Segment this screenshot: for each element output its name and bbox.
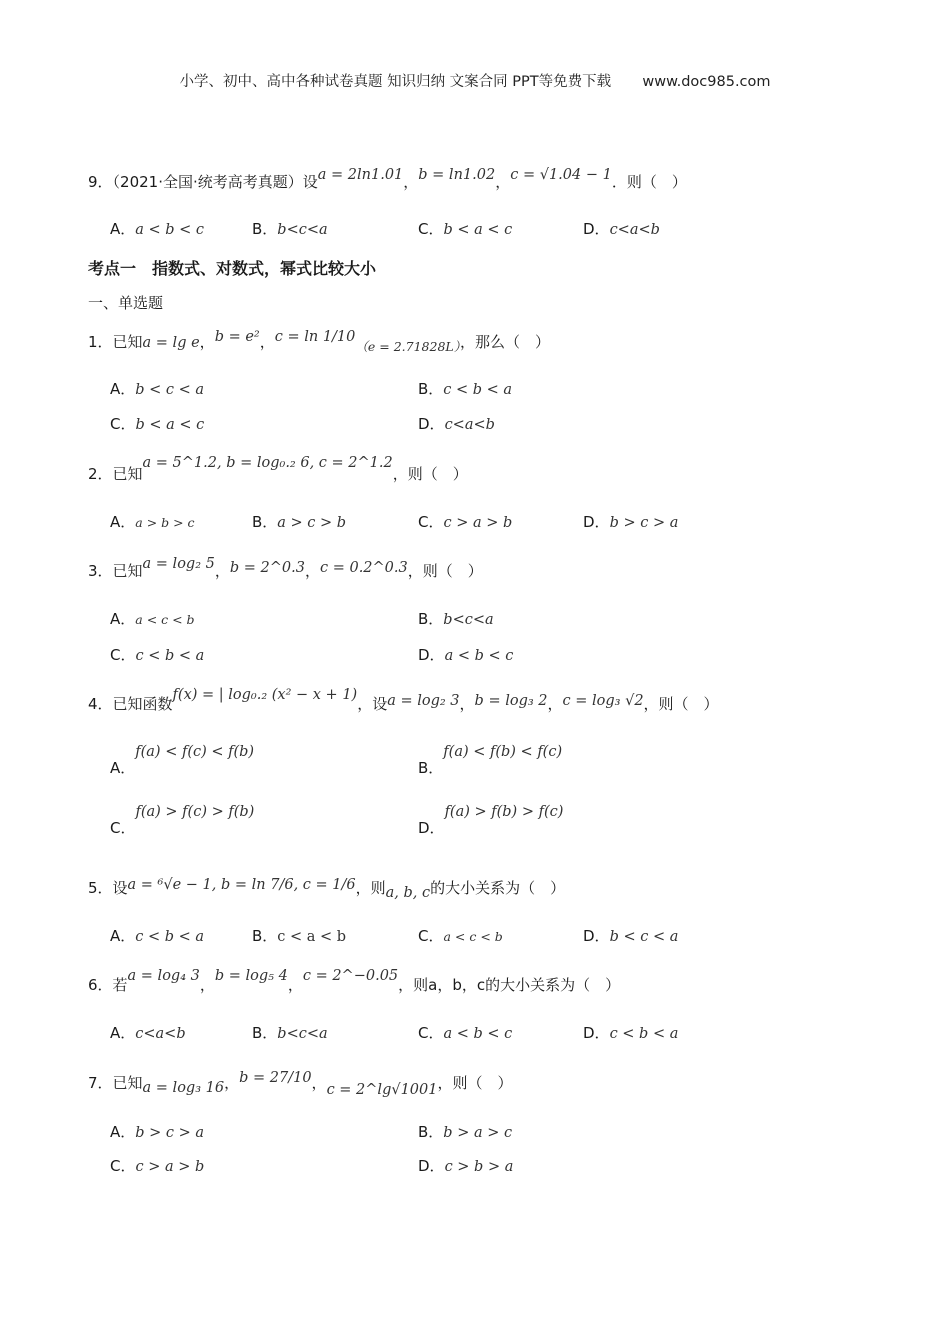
- question-number: 6．若: [88, 976, 128, 994]
- option-a[interactable]: [110, 218, 204, 239]
- math-expr: a = 5^1.2, b = log₀.₂ 6, c = 2^1.2: [142, 455, 393, 471]
- option-a[interactable]: [110, 511, 195, 532]
- option-label: B．: [252, 1024, 278, 1042]
- option-expr: b<c<a: [277, 1026, 328, 1042]
- math-vars: a, b, c: [385, 885, 431, 901]
- question-2: [88, 455, 468, 484]
- option-b[interactable]: [418, 740, 563, 777]
- option-label: B．: [252, 513, 278, 531]
- question-number: 2．已知: [88, 465, 143, 483]
- option-label: D．: [418, 1157, 445, 1175]
- math-expr-c: c = √1.04 − 1: [510, 167, 612, 183]
- math-expr-c: c = 2^lg√1001: [326, 1082, 438, 1098]
- option-label: C．: [418, 1024, 444, 1042]
- option-expr: b > c > a: [609, 515, 679, 531]
- option-label: D．: [418, 415, 445, 433]
- option-label: A．: [110, 927, 136, 945]
- option-label: B．: [418, 759, 444, 777]
- option-expr: f(a) > f(c) > f(b): [135, 804, 255, 820]
- separator: ，: [214, 562, 230, 580]
- option-expr: c > a > b: [443, 515, 513, 531]
- option-expr: c<a<b: [609, 222, 660, 238]
- option-label: D．: [418, 819, 445, 837]
- option-c[interactable]: [418, 925, 503, 946]
- option-d[interactable]: [418, 413, 495, 434]
- question-number: 7．已知: [88, 1074, 143, 1092]
- option-expr: b > c > a: [135, 1125, 205, 1141]
- math-expr-b: b = log₃ 2: [474, 693, 548, 709]
- question-7: [88, 1070, 513, 1098]
- option-expr: a < c < b: [443, 929, 503, 944]
- option-label: D．: [583, 927, 610, 945]
- option-label: A．: [110, 1123, 136, 1141]
- option-a[interactable]: [110, 1121, 204, 1142]
- option-b[interactable]: [418, 378, 512, 399]
- option-label: C．: [418, 513, 444, 531]
- option-a[interactable]: [110, 925, 204, 946]
- option-c[interactable]: [110, 800, 255, 837]
- option-a[interactable]: [110, 378, 204, 399]
- option-expr: b < a < c: [443, 222, 513, 238]
- option-expr: b<c<a: [443, 612, 494, 628]
- question-number: 5．设: [88, 879, 128, 897]
- math-expr-a: a = log₄ 3: [127, 968, 200, 984]
- option-expr: c < b < a: [443, 382, 513, 398]
- math-expr-f: f(x) = | log₀.₂ (x² − x + 1): [172, 687, 358, 703]
- question-tail: ，则（ ）: [643, 695, 719, 713]
- math-expr-a: a = log₃ 16: [142, 1080, 225, 1096]
- option-c[interactable]: [418, 218, 512, 239]
- separator: ，: [199, 976, 215, 994]
- option-expr: b > a > c: [443, 1125, 513, 1141]
- separator: ，: [495, 173, 511, 191]
- constant-note: （e = 2.71828L）: [355, 339, 460, 354]
- question-tail: ，则a，b，c的大小关系为（ ）: [398, 976, 621, 994]
- option-c[interactable]: [110, 644, 204, 665]
- separator: ，: [259, 333, 275, 351]
- question-number: 3．已知: [88, 562, 143, 580]
- option-label: D．: [418, 646, 445, 664]
- option-expr: a < c < b: [135, 612, 195, 627]
- option-label: B．: [418, 1123, 444, 1141]
- option-expr: b < c < a: [135, 382, 205, 398]
- option-d[interactable]: [418, 644, 513, 665]
- question-tail: ，则（ ）: [392, 465, 468, 483]
- option-label: A．: [110, 220, 136, 238]
- option-expr: a < b < c: [443, 1026, 513, 1042]
- option-expr: c > b > a: [444, 1159, 514, 1175]
- math-expr-c: c = log₃ √2: [562, 693, 644, 709]
- option-c[interactable]: [418, 511, 512, 532]
- question-mid: ，则: [355, 879, 386, 897]
- math-expr-a: a = log₂ 3: [387, 693, 460, 709]
- math-expr-c: c = 2^−0.05: [302, 968, 399, 984]
- option-expr: c<a<b: [444, 417, 495, 433]
- option-d[interactable]: [583, 1022, 678, 1043]
- option-a[interactable]: [110, 740, 255, 777]
- option-label: A．: [110, 513, 136, 531]
- option-expr: c < b < a: [609, 1026, 679, 1042]
- question-number: 4．已知函数: [88, 695, 173, 713]
- separator: ，: [547, 695, 563, 713]
- question-6: [88, 968, 621, 995]
- option-label: C．: [110, 415, 136, 433]
- option-expr: c < b < a: [135, 648, 205, 664]
- section-title: 考点一 指数式、对数式，幂式比较大小: [88, 259, 377, 278]
- option-expr: c < b < a: [135, 929, 205, 945]
- option-expr: f(a) < f(c) < f(b): [135, 744, 255, 760]
- question-mid: ，设: [357, 695, 388, 713]
- separator: ，: [311, 1074, 327, 1092]
- option-expr: b < a < c: [135, 417, 205, 433]
- option-label: A．: [110, 1024, 136, 1042]
- math-expr-a: a = lg e: [142, 335, 200, 351]
- option-label: A．: [110, 380, 136, 398]
- option-label: C．: [418, 220, 444, 238]
- separator: ，: [304, 562, 320, 580]
- question-tail: ，则（ ）: [437, 1074, 513, 1092]
- page-header: [0, 70, 950, 91]
- option-expr: c < a < b: [277, 929, 347, 945]
- question-tail: ，那么（ ）: [459, 333, 550, 351]
- math-expr: a = ⁶√e − 1, b = ln 7/6, c = 1/6: [127, 877, 356, 893]
- header-site-link[interactable]: www.doc985.com: [642, 74, 771, 90]
- option-d[interactable]: [418, 1155, 513, 1176]
- option-expr: c > a > b: [135, 1159, 205, 1175]
- option-expr: f(a) > f(b) > f(c): [444, 804, 564, 820]
- option-c[interactable]: [418, 1022, 512, 1043]
- option-b[interactable]: [418, 1121, 512, 1142]
- separator: ，: [224, 1074, 240, 1092]
- separator: ，: [199, 333, 215, 351]
- option-b[interactable]: [252, 511, 346, 532]
- option-a[interactable]: [110, 608, 195, 629]
- option-label: C．: [110, 1157, 136, 1175]
- question-4: [88, 687, 719, 714]
- option-expr: f(a) < f(b) < f(c): [443, 744, 563, 760]
- option-label: A．: [110, 610, 136, 628]
- option-b[interactable]: [252, 218, 328, 239]
- option-label: C．: [418, 927, 444, 945]
- option-b[interactable]: [252, 1022, 328, 1043]
- question-5: [88, 877, 566, 901]
- question-number: 9．（2021·全国·统考高考真题）设: [88, 173, 318, 191]
- separator: ，: [459, 695, 475, 713]
- question-tail: ，则（ ）: [407, 562, 483, 580]
- option-label: C．: [110, 819, 136, 837]
- section-subtitle: 一、单选题: [88, 294, 164, 312]
- math-expr-b: b = e²: [214, 329, 260, 345]
- question-tail: ．则（ ）: [611, 173, 687, 191]
- math-expr-b: b = ln1.02: [418, 167, 496, 183]
- option-label: A．: [110, 759, 136, 777]
- option-expr: c<a<b: [135, 1026, 186, 1042]
- option-label: B．: [418, 380, 444, 398]
- option-d[interactable]: [418, 800, 564, 837]
- option-expr: a < b < c: [444, 648, 514, 664]
- option-expr: b < c < a: [609, 929, 679, 945]
- separator: ，: [287, 976, 303, 994]
- question-tail: 的大小关系为（ ）: [430, 879, 566, 897]
- header-text: 小学、初中、高中各种试卷真题 知识归纳 文案合同 PPT等免费下载: [179, 74, 612, 90]
- math-expr-a: a = log₂ 5: [142, 556, 215, 572]
- option-b[interactable]: [418, 608, 494, 629]
- option-expr: b<c<a: [277, 222, 328, 238]
- option-expr: a > b > c: [135, 515, 195, 530]
- question-9: [88, 167, 687, 192]
- math-expr-c: c = ln 1/10: [274, 329, 356, 345]
- math-expr-c: c = 0.2^0.3: [319, 560, 408, 576]
- option-d[interactable]: [583, 511, 678, 532]
- option-expr: a < b < c: [135, 222, 205, 238]
- question-number: 1．已知: [88, 333, 143, 351]
- math-expr-b: b = 2^0.3: [229, 560, 305, 576]
- option-b[interactable]: [252, 925, 346, 946]
- option-expr: a > c > b: [277, 515, 347, 531]
- option-c[interactable]: [110, 1155, 204, 1176]
- separator: ，: [403, 173, 419, 191]
- option-label: D．: [583, 220, 610, 238]
- math-expr-b: b = 27/10: [239, 1070, 312, 1086]
- option-label: D．: [583, 513, 610, 531]
- option-c[interactable]: [110, 413, 204, 434]
- option-d[interactable]: [583, 925, 678, 946]
- option-label: B．: [252, 220, 278, 238]
- option-a[interactable]: [110, 1022, 186, 1043]
- option-label: C．: [110, 646, 136, 664]
- option-d[interactable]: [583, 218, 660, 239]
- math-expr-a: a = 2ln1.01: [317, 167, 404, 183]
- option-label: D．: [583, 1024, 610, 1042]
- math-expr-b: b = log₅ 4: [214, 968, 288, 984]
- option-label: B．: [252, 927, 278, 945]
- option-label: B．: [418, 610, 444, 628]
- question-1: [88, 331, 550, 352]
- question-3: [88, 556, 483, 581]
